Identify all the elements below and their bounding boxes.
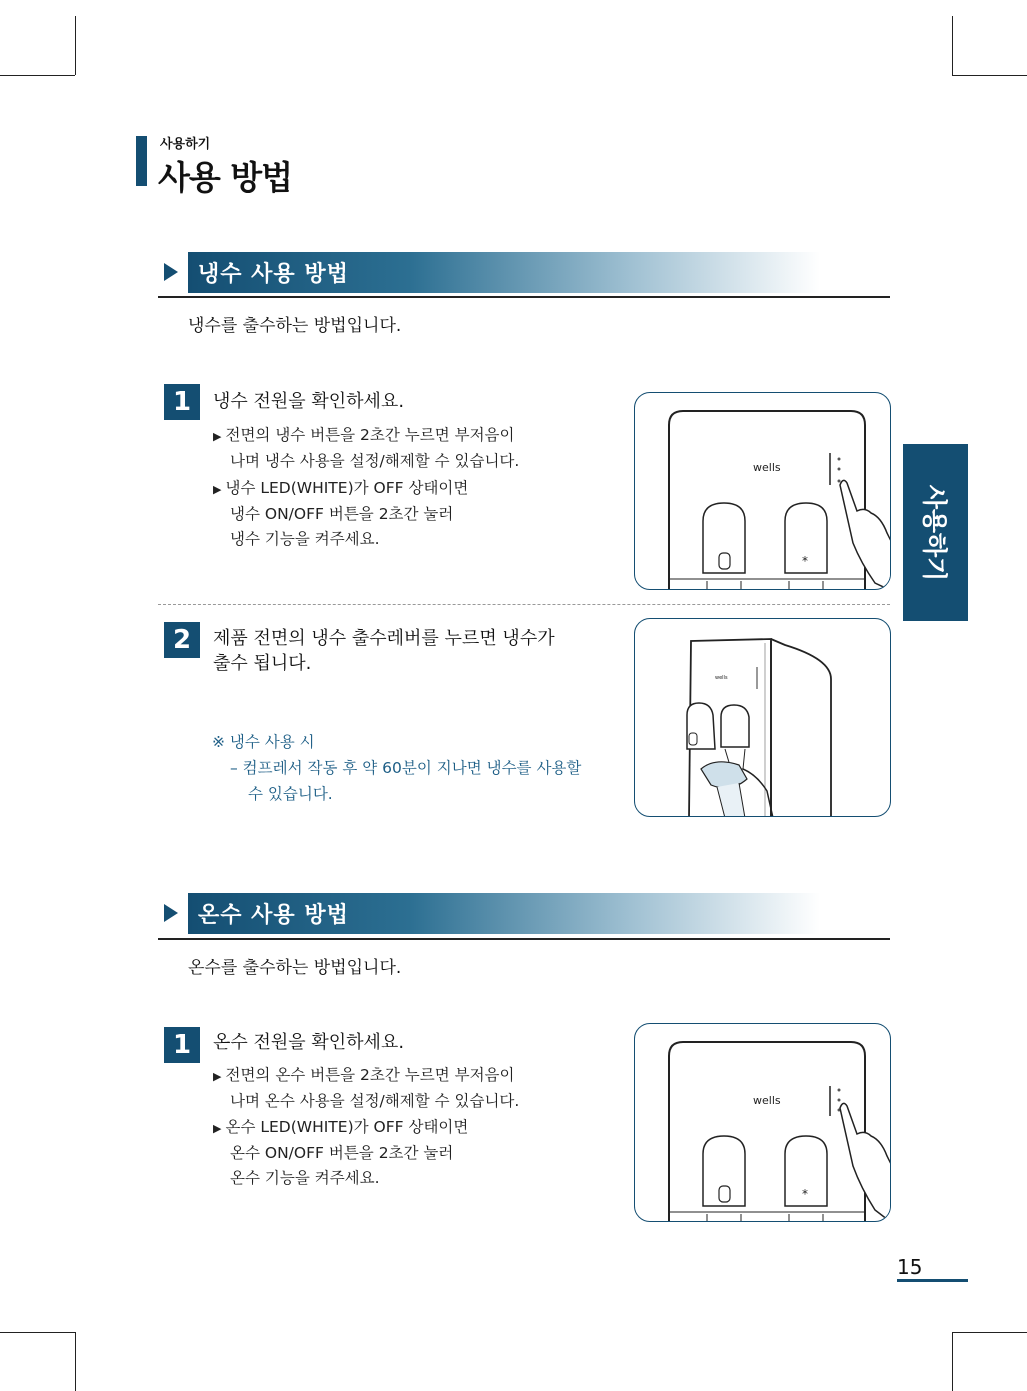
section-title: 냉수 사용 방법: [198, 262, 349, 287]
section-title-band: [188, 893, 820, 934]
page-title: 사용 방법: [158, 158, 293, 197]
section-description: 냉수를 출수하는 방법입니다.: [188, 316, 402, 336]
step-number: 1: [164, 384, 200, 420]
page-number-rule: [897, 1279, 968, 1282]
bullet-arrow-icon: ▶: [213, 483, 222, 496]
page-number: 15: [897, 1255, 923, 1279]
crop-mark-tl-h: [0, 75, 75, 76]
section-title: 온수 사용 방법: [198, 903, 349, 928]
step-title: 냉수 전원을 확인하세요.: [213, 391, 405, 412]
step-divider: [158, 604, 890, 605]
crop-mark-tr-h: [952, 75, 1027, 76]
section-arrow-icon: [164, 904, 178, 922]
usage-note: ※ 냉수 사용 시 – 컴프레서 작동 후 약 60분이 지나면 냉수를 사용할 수 있습니다.: [212, 733, 582, 803]
step-title: 제품 전면의 냉수 출수레버를 누르면 냉수가 출수 됩니다.: [213, 628, 555, 674]
svg-text:*: *: [802, 1187, 808, 1201]
bullet-arrow-icon: ▶: [213, 1070, 222, 1083]
crop-mark-br-v: [952, 1332, 953, 1391]
section-title-band: [188, 252, 820, 293]
product-illustration-hot-front: [634, 1023, 891, 1222]
section-rule: [158, 296, 890, 298]
crop-mark-tl-v: [75, 16, 76, 75]
bullet-arrow-icon: ▶: [213, 1122, 222, 1135]
crop-mark-tr-v: [952, 16, 953, 75]
section-rule: [158, 938, 890, 940]
bullet-item: ▶ 전면의 온수 버튼을 2초간 누르면 부저음이 나며 온수 사용을 설정/해제할 수 있습니다.: [213, 1066, 520, 1110]
crop-mark-bl-h: [0, 1332, 75, 1333]
svg-text:*: *: [802, 554, 808, 568]
crop-mark-br-h: [952, 1332, 1027, 1333]
bullet-item: ▶ 냉수 LED(WHITE)가 OFF 상태이면 냉수 ON/OFF 버튼을 2초간 눌러 냉수 기능을 켜주세요.: [213, 479, 469, 548]
bullet-item: ▶ 온수 LED(WHITE)가 OFF 상태이면 온수 ON/OFF 버튼을 2초간 눌러 온수 기능을 켜주세요.: [213, 1118, 469, 1187]
brand-logo: wells: [753, 1094, 781, 1107]
bullet-arrow-icon: ▶: [213, 430, 222, 443]
side-tab: [903, 444, 968, 621]
header-category: 사용하기: [160, 137, 211, 152]
step-number: 1: [164, 1027, 200, 1063]
water-purifier-side-svg: [635, 619, 891, 817]
section-arrow-icon: [164, 263, 178, 281]
product-illustration-cold-front: [634, 392, 891, 590]
crop-mark-bl-v: [75, 1332, 76, 1391]
brand-logo: wells: [753, 461, 781, 474]
water-purifier-front-svg: [635, 1024, 891, 1222]
brand-logo: wells: [715, 675, 728, 681]
bullet-item: ▶ 전면의 냉수 버튼을 2초간 누르면 부저음이 나며 냉수 사용을 설정/해제할 수 있습니다.: [213, 426, 520, 470]
step-title: 온수 전원을 확인하세요.: [213, 1032, 405, 1053]
step-number: 2: [164, 622, 200, 658]
header-accent-bar: [136, 136, 147, 186]
water-purifier-front-svg: [635, 393, 891, 590]
product-illustration-cold-side: [634, 618, 891, 817]
side-tab-label: 사용하기: [919, 484, 949, 581]
section-description: 온수를 출수하는 방법입니다.: [188, 958, 402, 978]
